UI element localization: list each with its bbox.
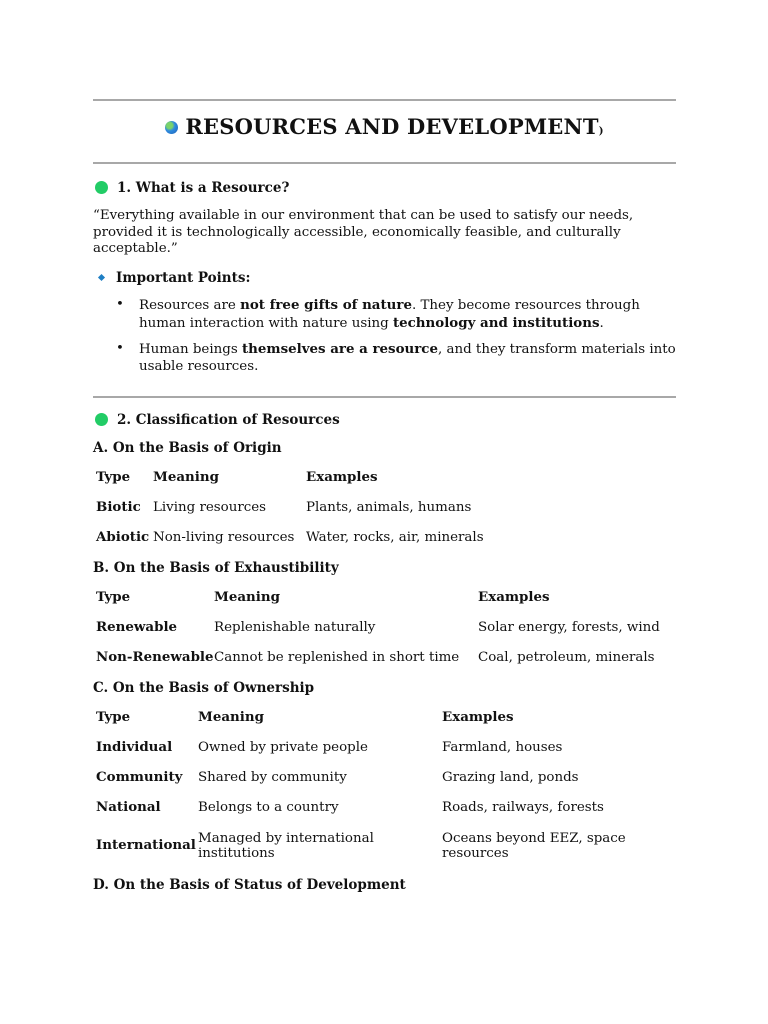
table-row: [96, 733, 672, 763]
bullet-1-p2: . They become resources through human interaction with nature using: [139, 298, 640, 331]
development-heading: D. On the Basis of Status of Development: [93, 877, 406, 893]
col-examples-header: Examples: [306, 468, 378, 485]
title-bottom-rule: [93, 162, 676, 164]
section2-heading-text: 2. Classification of Resources: [117, 412, 340, 428]
bullet-1-p0: Resources are: [139, 298, 241, 313]
section1-heading-text: 1. What is a Resource?: [117, 180, 290, 196]
cell-meaning: Owned by private people: [198, 740, 368, 756]
bullet-1-p4: .: [599, 315, 604, 331]
cell-meaning: Living resources: [153, 500, 267, 516]
green-circle-icon: [95, 413, 108, 426]
cell-examples: Coal, petroleum, minerals: [478, 650, 655, 666]
title-paren: ): [598, 126, 604, 137]
cell-type: Renewable: [96, 619, 178, 636]
top-rule: [93, 99, 676, 101]
origin-table: [96, 462, 526, 553]
cell-examples: Solar energy, forests, wind: [478, 620, 660, 636]
col-type-header: Type: [96, 588, 131, 605]
col-meaning-header: Meaning: [198, 708, 264, 725]
origin-heading: A. On the Basis of Origin: [93, 440, 282, 456]
table-header-row: [96, 702, 672, 733]
cell-examples: Farmland, houses: [442, 740, 563, 756]
cell-examples: Grazing land, ponds: [442, 770, 579, 786]
col-examples-header: Examples: [478, 588, 550, 605]
resource-definition: “Everything available in our environment that can be used to satisfy our needs, provided it is technologically accessible, economically feasible, and culturally acceptable.”: [93, 208, 634, 257]
table-header-row: [96, 462, 526, 493]
bullet-item-2: [116, 341, 676, 375]
exhaustibility-heading: B. On the Basis of Exhaustibility: [93, 560, 339, 576]
cell-examples: Plants, animals, humans: [306, 500, 472, 516]
bullet-dot-icon: •: [116, 297, 124, 312]
table-row: [96, 613, 676, 643]
table-header-row: [96, 582, 676, 613]
col-type-header: Type: [96, 468, 131, 485]
cell-type: International: [96, 837, 196, 854]
exhaustibility-table: [96, 582, 676, 673]
cell-meaning: Shared by community: [198, 770, 347, 786]
important-points-text: Important Points:: [116, 270, 251, 286]
bullet-1-p1: not free gifts of nature: [240, 297, 412, 313]
bullet-2-p2: , and they transform materials into usable resources.: [139, 342, 676, 374]
bullet-1-p3: technology and institutions: [392, 314, 600, 331]
page-title-text: RESOURCES AND DEVELOPMENT: [185, 114, 599, 139]
globe-icon: [165, 121, 178, 134]
table-row: [96, 823, 672, 869]
cell-type: Community: [96, 769, 183, 786]
col-examples-header: Examples: [442, 708, 514, 725]
col-type-header: Type: [96, 708, 131, 725]
cell-meaning: Non-living resources: [153, 530, 295, 546]
important-points-label: [99, 270, 250, 286]
bullet-item-1: [116, 297, 676, 332]
cell-type: Abiotic: [96, 529, 150, 546]
cell-meaning: Managed by international institutions: [198, 830, 374, 861]
important-points-list-2: [116, 341, 676, 375]
cell-meaning: Replenishable naturally: [214, 620, 376, 636]
ownership-heading: C. On the Basis of Ownership: [93, 680, 315, 696]
section1-heading: [95, 180, 289, 196]
col-meaning-header: Meaning: [153, 468, 219, 485]
cell-meaning: Cannot be replenished in short time: [214, 650, 460, 666]
cell-examples: Oceans beyond EEZ, space resources: [442, 830, 626, 861]
bullet-2-p1: themselves are a resource: [241, 341, 438, 357]
cell-examples: Water, rocks, air, minerals: [306, 530, 484, 546]
table-row: [96, 493, 526, 523]
cell-type: National: [96, 799, 161, 816]
cell-examples: Roads, railways, forests: [442, 800, 604, 816]
important-points-list: [116, 297, 676, 332]
section2-heading: [95, 412, 340, 428]
bullet-2-p0: Human beings: [139, 342, 242, 357]
blue-diamond-icon: [98, 274, 105, 281]
table-row: [96, 793, 672, 823]
green-circle-icon: [95, 181, 108, 194]
section-divider: [93, 396, 676, 398]
bullet-dot-icon: •: [116, 341, 124, 356]
table-row: [96, 643, 676, 673]
col-meaning-header: Meaning: [214, 588, 280, 605]
ownership-table: [96, 702, 672, 869]
cell-type: Non-Renewable: [96, 649, 214, 666]
table-row: [96, 763, 672, 793]
cell-type: Individual: [96, 739, 173, 756]
cell-meaning: Belongs to a country: [198, 800, 339, 816]
table-row: [96, 523, 526, 553]
cell-type: Biotic: [96, 499, 141, 516]
page-title: [93, 114, 676, 139]
